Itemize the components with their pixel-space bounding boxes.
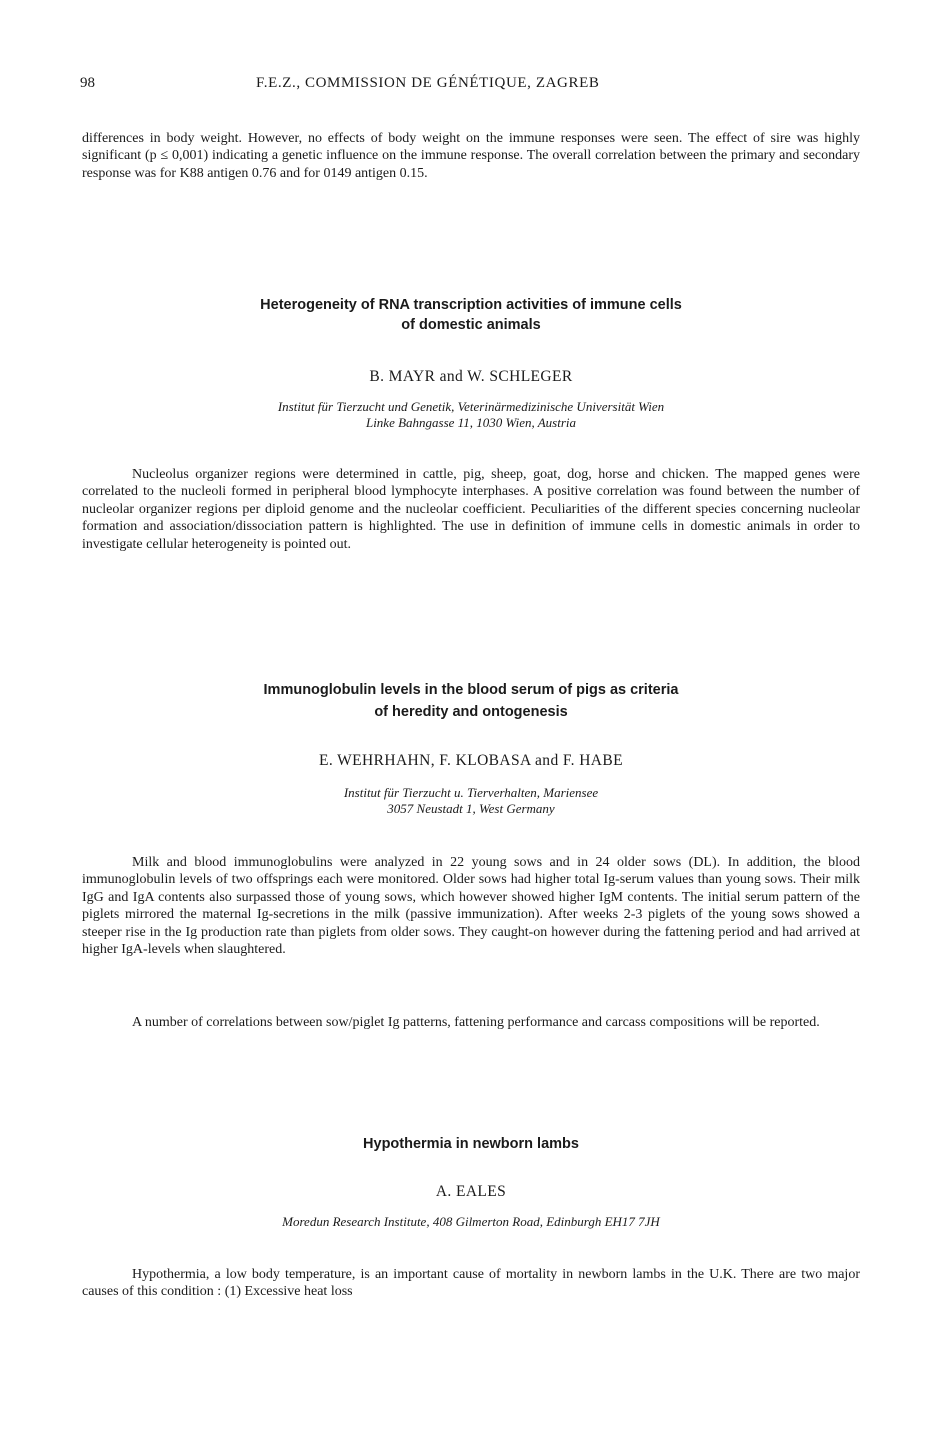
abstract-affiliation-line: Linke Bahngasse 11, 1030 Wien, Austria [365,415,577,430]
abstract-body: A number of correlations between sow/piglet Ig patterns, fattening performance and carcass compositions will be reported. [132,1015,820,1030]
abstract-authors: B. MAYR and W. SCHLEGER [369,368,573,385]
abstract-authors: A. EALES [435,1183,507,1200]
abstract-title-line: Hypothermia in newborn lambs [363,1136,579,1152]
abstract-affiliation-line: Institut für Tierzucht u. Tierverhalten, Mariensee [343,785,599,800]
abstract-body: Hypothermia, a low body temperature, is an important cause of mortality in newborn lambs in the U.K. There are two major causes of this condition : (1) Excessive heat loss [82,1267,860,1300]
abstract-title-line: of heredity and ontogenesis [374,704,568,720]
previous-abstract-continuation: differences in body weight. However, no effects of body weight on the immune responses were seen. The effect of sire was highly significant (p ≤ 0,001) indicating a genetic influence on the immune response. The overall correlation between the primary and secondary response was for K88 antigen 0.76 and for 0149 antigen 0.15. [82,131,860,181]
journal-title: F.E.Z., COMMISSION DE GÉNÉTIQUE, ZAGREB [256,75,600,91]
abstract-authors: E. WEHRHAHN, F. KLOBASA and F. HABE [318,752,624,769]
abstract-affiliation-line: Moredun Research Institute, 408 Gilmerton Road, Edinburgh EH17 7JH [282,1214,660,1229]
abstract-body: Nucleolus organizer regions were determined in cattle, pig, sheep, goat, dog, horse and chicken. The mapped genes were correlated to the nucleoli formed in peripheral blood lymphocyte interphases. A positive correlation was found between the number of nucleolar organizer regions per diploid genome and the nucleolar coefficient. Peculiarities of the different species concerning nucleolar formation and association/dissociation pattern is highlighted. The use in definition of immune cells in domestic animals in order to investigate cellular heterogeneity is pointed out. [82,467,860,552]
abstract-title-line: of domestic animals [401,317,541,333]
running-head [80,75,860,99]
page-number: 98 [80,75,95,91]
abstract-affiliation-line: Institut für Tierzucht und Genetik, Veterinärmedizinische Universität Wien [277,399,665,414]
abstract-title-line: Heterogeneity of RNA transcription activities of immune cells [260,297,682,313]
abstract-body: Milk and blood immunoglobulins were analyzed in 22 young sows and in 24 older sows (DL). In addition, the blood immunoglobulin levels of two offsprings each were monitored. Older sows had higher total Ig-serum values than young sows. Their milk IgG and IgA contents also surpassed those of young sows, which however showed higher IgM contents. The initial serum pattern of the piglets mirrored the maternal Ig-secretions in the milk (passive immunization). After weeks 2-3 piglets of the young sows showed a steeper rise in the Ig production rate than piglets from older sows. They caught-on however during the fattening period and had arrived at higher IgA-levels when slaughtered. [82,855,860,958]
abstract-affiliation-line: 3057 Neustadt 1, West Germany [387,801,555,816]
abstract-title-line: Immunoglobulin levels in the blood serum of pigs as criteria [263,682,679,698]
